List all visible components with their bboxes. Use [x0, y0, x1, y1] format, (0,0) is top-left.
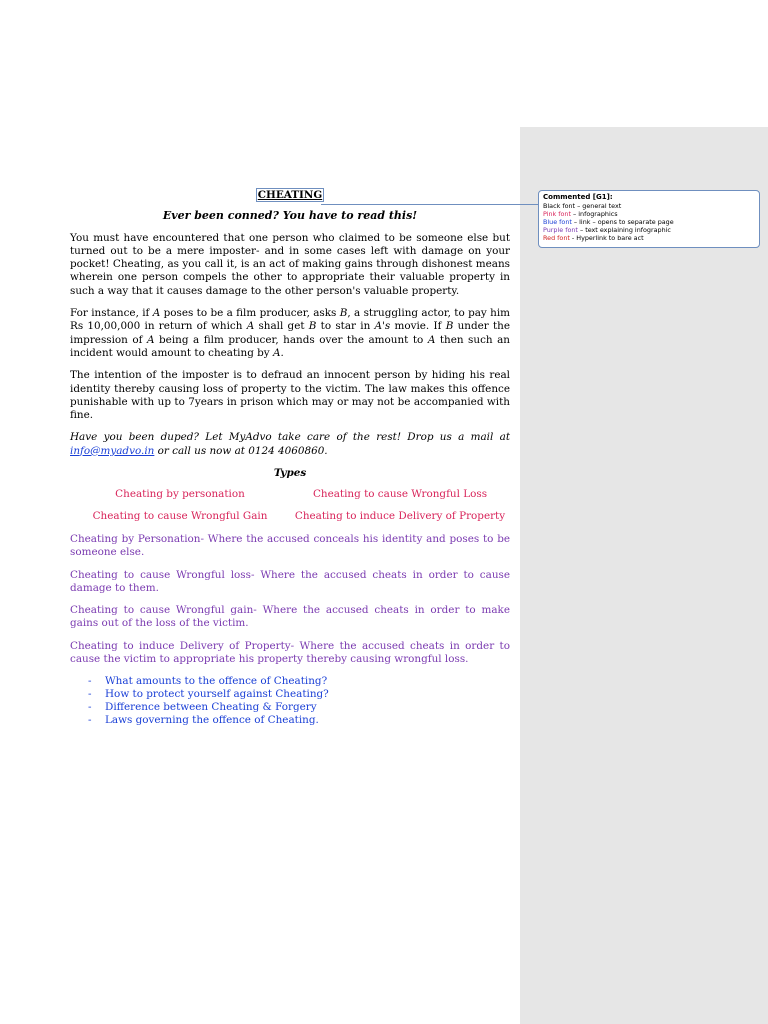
- type-item: Cheating by personation: [115, 488, 245, 501]
- explanation-paragraph: Cheating to cause Wrongful gain- Where the accused cheats in order to make gains out of the loss of the victim.: [70, 604, 510, 630]
- type-item: Cheating to cause Wrongful Loss: [312, 488, 488, 501]
- types-heading: Types: [273, 467, 307, 480]
- comment-line: Purple font – text explaining infographic: [543, 226, 671, 234]
- comment-line: Blue font – link – opens to separate page: [543, 218, 674, 226]
- intention-paragraph: The intention of the imposter is to defraud an innocent person by hiding his real identity thereby causing loss of property to the victim. The law makes this offence punishable with up to 7years in prison which may or may not be accompanied with fine.: [70, 369, 510, 422]
- related-link[interactable]: - Difference between Cheating & Forgery: [88, 701, 510, 714]
- contact-paragraph: Have you been duped? Let MyAdvo take care of the rest! Drop us a mail at info@myadvo.in or call us now at 0124 4060860.: [70, 431, 510, 457]
- comment-margin-pane: [520, 127, 768, 1024]
- comment-header: Commented [G1]:: [543, 193, 613, 201]
- example-paragraph: For instance, if A poses to be a film producer, asks B, a struggling actor, to pay him Rs 10,00,000 in return of which A shall get B to star in A's movie. If B under the impression of A being a film producer, hands over the amount to A then such an incident would amount to cheating by A.: [70, 307, 510, 359]
- document-title: [70, 189, 510, 202]
- title-text[interactable]: CHEATING: [257, 189, 323, 201]
- related-link[interactable]: - What amounts to the offence of Cheating?: [88, 675, 510, 688]
- comment-line: Red font - Hyperlink to bare act: [543, 234, 644, 242]
- email-link[interactable]: info@myadvo.in: [70, 444, 155, 457]
- comment-line: Pink font – infographics: [543, 210, 618, 218]
- comment-line: Black font – general text: [543, 202, 622, 210]
- explanation-paragraph: Cheating to cause Wrongful loss- Where the accused cheats in order to cause damage to them.: [70, 568, 510, 594]
- types-infographic: [70, 488, 510, 523]
- related-link[interactable]: - Laws governing the offence of Cheating.: [88, 714, 510, 727]
- explanation-paragraph: Cheating to induce Delivery of Property- Where the accused cheats in order to cause the victim to appropriate his property thereby causing wrongful loss.: [70, 639, 510, 666]
- intro-paragraph: You must have encountered that one person who claimed to be someone else but turned out to be a mere imposter- and in some cases left with damage on your pocket! Cheating, as you call it, is an act of making gains through dishonest means wherein one person compels the other to appropriate their valuable property in such a way that it causes damage to the other person's valuable property.: [70, 231, 510, 297]
- document-body: [70, 189, 510, 727]
- related-links-list: [88, 675, 510, 727]
- type-item: Cheating to cause Wrongful Gain: [92, 509, 268, 522]
- comment-connector-line: [321, 204, 538, 205]
- explanation-paragraph: Cheating by Personation- Where the accused conceals his identity and poses to be someone else.: [70, 532, 510, 559]
- comment-balloon[interactable]: [538, 190, 760, 248]
- type-item: Cheating to induce Delivery of Property: [294, 509, 506, 522]
- document-subtitle: Ever been conned? You have to read this!: [162, 209, 418, 223]
- related-link[interactable]: - How to protect yourself against Cheating?: [88, 688, 510, 701]
